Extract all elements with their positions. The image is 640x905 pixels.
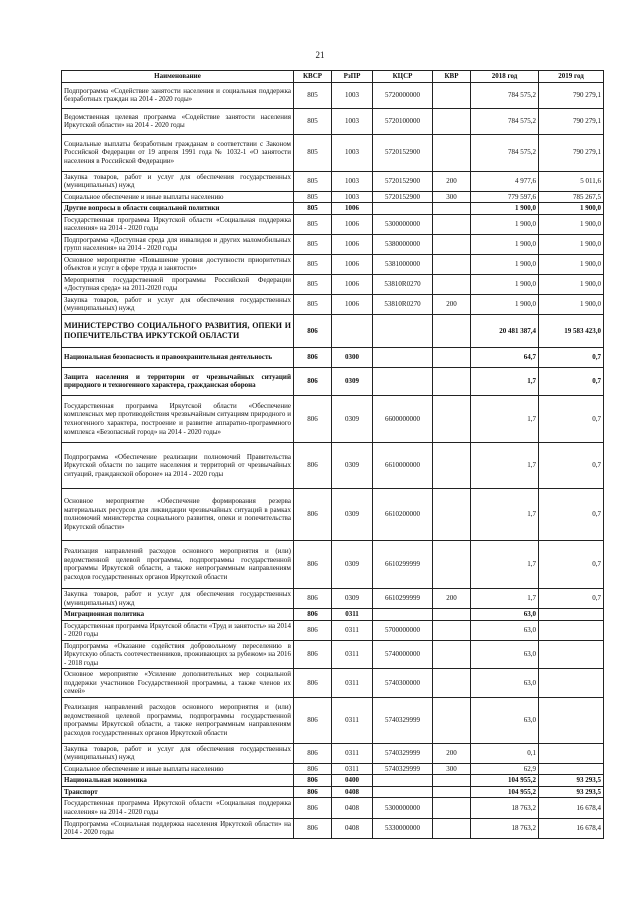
cell-2018: 1 900,0 [471, 234, 539, 254]
cell-2019: 1 900,0 [539, 214, 604, 234]
cell-name: Государственная программа Иркутской области «Труд и занятость» на 2014 - 2020 годы [62, 620, 294, 640]
cell-2018: 1 900,0 [471, 214, 539, 234]
cell-kvr [433, 488, 471, 540]
cell-2018: 1,7 [471, 442, 539, 488]
cell-kvr [433, 314, 471, 347]
cell-kvr: 300 [433, 763, 471, 775]
cell-2019: 19 583 423,0 [539, 314, 604, 347]
cell-2019: 0,7 [539, 588, 604, 608]
header-kvsr: КВСР [294, 71, 332, 83]
cell-2019: 16 678,4 [539, 818, 604, 838]
cell-name: Защита населения и территории от чрезвычайных ситуаций природного и техногенного характера, гражданская оборона [62, 367, 294, 395]
cell-rzpr: 0309 [332, 367, 373, 395]
cell-kvr [433, 798, 471, 818]
cell-kvr [433, 818, 471, 838]
cell-kvr: 200 [433, 171, 471, 191]
table-row [62, 620, 604, 640]
cell-kvsr: 805 [294, 171, 332, 191]
cell-kvr [433, 697, 471, 743]
cell-kvr [433, 214, 471, 234]
cell-2018: 63,0 [471, 697, 539, 743]
table-row [62, 191, 604, 203]
cell-kcsr: 5740329999 [373, 743, 433, 763]
cell-kvsr: 806 [294, 775, 332, 787]
cell-kvsr: 806 [294, 798, 332, 818]
cell-name: Подпрограмма «Доступная среда для инвалидов и других маломобильных групп населения» на 2014 - 2020 годы [62, 234, 294, 254]
cell-kvsr: 806 [294, 588, 332, 608]
cell-kcsr: 5720152900 [373, 191, 433, 203]
cell-kvsr: 806 [294, 609, 332, 621]
cell-rzpr: 0309 [332, 488, 373, 540]
table-row [62, 786, 604, 798]
cell-kcsr [373, 775, 433, 787]
cell-2018: 18 763,2 [471, 798, 539, 818]
cell-kvsr: 806 [294, 367, 332, 395]
cell-rzpr: 0311 [332, 620, 373, 640]
cell-name: Миграционная политика [62, 609, 294, 621]
cell-rzpr: 0408 [332, 786, 373, 798]
cell-name: Государственная программа Иркутской области «Обеспечение комплексных мер противодействия чрезвычайным ситуациям природного и техногенного характера, построение и развитие аппаратно-программного комплекса «Безопасный город» на 2014 - 2020 годы» [62, 395, 294, 442]
cell-2018: 1 900,0 [471, 274, 539, 294]
cell-name: Основное мероприятие «Усиление дополнительных мер социальной поддержки участников Государственной программы, а также членов их семей» [62, 669, 294, 698]
cell-name: Подпрограмма «Социальная поддержка населения Иркутской области» на 2014 - 2020 годы [62, 818, 294, 838]
cell-2019: 1 900,0 [539, 274, 604, 294]
cell-kvr: 300 [433, 191, 471, 203]
table-row [62, 488, 604, 540]
cell-kcsr: 6610299999 [373, 588, 433, 608]
cell-kcsr: 5720100000 [373, 108, 433, 134]
cell-rzpr: 0400 [332, 775, 373, 787]
cell-2019 [539, 697, 604, 743]
cell-rzpr: 0300 [332, 347, 373, 367]
cell-kvr [433, 108, 471, 134]
cell-rzpr: 1006 [332, 203, 373, 215]
cell-2019: 5 011,6 [539, 171, 604, 191]
cell-rzpr: 0309 [332, 395, 373, 442]
cell-2018: 784 575,2 [471, 134, 539, 171]
cell-kvr [433, 254, 471, 274]
cell-kcsr [373, 786, 433, 798]
table-row [62, 203, 604, 215]
cell-kvsr: 806 [294, 314, 332, 347]
cell-2019: 1 900,0 [539, 254, 604, 274]
cell-2019 [539, 609, 604, 621]
cell-kcsr: 5720000000 [373, 82, 433, 108]
cell-2019: 0,7 [539, 442, 604, 488]
cell-kvsr: 806 [294, 763, 332, 775]
cell-kvsr: 805 [294, 234, 332, 254]
cell-kvsr: 805 [294, 214, 332, 234]
cell-2019: 1 900,0 [539, 294, 604, 314]
cell-kvsr: 806 [294, 620, 332, 640]
cell-name: Подпрограмма «Обеспечение реализации полномочий Правительства Иркутской области по защите населения и территорий от чрезвычайных ситуаций, гражданской обороне» на 2014 - 2020 годы [62, 442, 294, 488]
cell-2018: 64,7 [471, 347, 539, 367]
cell-rzpr: 0311 [332, 743, 373, 763]
cell-kvr [433, 775, 471, 787]
cell-2019: 790 279,1 [539, 134, 604, 171]
cell-name: Государственная программа Иркутской области «Социальная поддержка населения» на 2014 - 2020 годы [62, 798, 294, 818]
table-row [62, 214, 604, 234]
cell-kvr [433, 540, 471, 588]
cell-rzpr: 1006 [332, 294, 373, 314]
table-row [62, 314, 604, 347]
cell-kvsr: 806 [294, 488, 332, 540]
cell-kvsr: 806 [294, 697, 332, 743]
cell-name: Социальное обеспечение и иные выплаты населению [62, 763, 294, 775]
cell-kcsr: 5720152900 [373, 134, 433, 171]
cell-kvr: 200 [433, 588, 471, 608]
cell-name: Закупка товаров, работ и услуг для обеспечения государственных (муниципальных) нужд [62, 171, 294, 191]
cell-kvsr: 806 [294, 786, 332, 798]
cell-kcsr: 5740300000 [373, 669, 433, 698]
cell-2018: 1 900,0 [471, 203, 539, 215]
cell-kvr [433, 395, 471, 442]
cell-2019 [539, 763, 604, 775]
table-row [62, 540, 604, 588]
cell-name: Государственная программа Иркутской области «Социальная поддержка населения» на 2014 - 2020 годы [62, 214, 294, 234]
cell-rzpr: 1003 [332, 108, 373, 134]
budget-table [61, 70, 604, 839]
cell-2019: 0,7 [539, 347, 604, 367]
cell-2019: 0,7 [539, 488, 604, 540]
table-row [62, 294, 604, 314]
cell-kvr [433, 367, 471, 395]
cell-kcsr: 5740000000 [373, 640, 433, 669]
cell-2018: 63,0 [471, 640, 539, 669]
cell-2019: 0,7 [539, 540, 604, 588]
header-2018: 2018 год [471, 71, 539, 83]
cell-kcsr: 5740329999 [373, 763, 433, 775]
cell-kcsr: 5330000000 [373, 818, 433, 838]
cell-2018: 63,0 [471, 620, 539, 640]
cell-kcsr: 5740329999 [373, 697, 433, 743]
cell-name: Закупка товаров, работ и услуг для обеспечения государственных (муниципальных) нужд [62, 743, 294, 763]
cell-kvr [433, 609, 471, 621]
cell-rzpr: 1006 [332, 254, 373, 274]
cell-rzpr: 1003 [332, 82, 373, 108]
table-row [62, 234, 604, 254]
cell-kcsr [373, 314, 433, 347]
cell-kvsr: 805 [294, 294, 332, 314]
cell-name: Социальное обеспечение и иные выплаты населению [62, 191, 294, 203]
cell-kcsr: 5380000000 [373, 234, 433, 254]
cell-2018: 784 575,2 [471, 108, 539, 134]
cell-rzpr: 0408 [332, 818, 373, 838]
cell-2019 [539, 743, 604, 763]
cell-name: Реализация направлений расходов основного мероприятия и (или) ведомственной целевой программы, подпрограммы государственной программы Иркутской области, а также непрограммным направлениям расходов государственных органов Иркутской области [62, 540, 294, 588]
cell-kvr [433, 442, 471, 488]
cell-name: Основное мероприятие «Повышение уровня доступности приоритетных объектов и услуг в сфере труда и занятости» [62, 254, 294, 274]
table-row [62, 640, 604, 669]
table-row [62, 171, 604, 191]
cell-kcsr: 5300000000 [373, 798, 433, 818]
cell-kvr [433, 82, 471, 108]
cell-name: Подпрограмма «Содействие занятости населения и социальная поддержка безработных граждан на 2014 - 2020 годы» [62, 82, 294, 108]
cell-kcsr: 6610000000 [373, 442, 433, 488]
table-row [62, 395, 604, 442]
cell-name: Ведомственная целевая программа «Содействие занятости населения Иркутской области» на 2014 - 2020 годы [62, 108, 294, 134]
table-row [62, 669, 604, 698]
cell-kcsr: 5700000000 [373, 620, 433, 640]
table-row [62, 763, 604, 775]
page-number: 21 [315, 50, 325, 60]
cell-2018: 784 575,2 [471, 82, 539, 108]
cell-kvr [433, 274, 471, 294]
cell-kcsr: 5381000000 [373, 254, 433, 274]
cell-name: Реализация направлений расходов основного мероприятия и (или) ведомственной целевой программы, подпрограммы государственной программы Иркутской области, а также непрограммным направлениям расходов государственных органов Иркутской области [62, 697, 294, 743]
cell-kvsr: 805 [294, 203, 332, 215]
header-rzpr: РзПР [332, 71, 373, 83]
cell-kvr [433, 134, 471, 171]
cell-name: Национальная безопасность и правоохранительная деятельность [62, 347, 294, 367]
cell-2018: 104 955,2 [471, 786, 539, 798]
cell-kvsr: 806 [294, 818, 332, 838]
cell-2019: 785 267,5 [539, 191, 604, 203]
cell-rzpr: 0309 [332, 540, 373, 588]
cell-rzpr: 1003 [332, 134, 373, 171]
cell-2019: 16 678,4 [539, 798, 604, 818]
cell-rzpr: 1003 [332, 191, 373, 203]
table-row [62, 609, 604, 621]
table-row [62, 588, 604, 608]
cell-kvsr: 806 [294, 669, 332, 698]
cell-2018: 1,7 [471, 488, 539, 540]
cell-2018: 63,0 [471, 669, 539, 698]
cell-2018: 18 763,2 [471, 818, 539, 838]
cell-2018: 4 977,6 [471, 171, 539, 191]
cell-2018: 62,9 [471, 763, 539, 775]
cell-kvr [433, 786, 471, 798]
header-name: Наименование [62, 71, 294, 83]
cell-rzpr: 1003 [332, 171, 373, 191]
cell-name: Закупка товаров, работ и услуг для обеспечения государственных (муниципальных) нужд [62, 294, 294, 314]
cell-kcsr: 6610299999 [373, 540, 433, 588]
cell-kvr: 200 [433, 743, 471, 763]
cell-2018: 1 900,0 [471, 294, 539, 314]
cell-rzpr: 1006 [332, 274, 373, 294]
cell-2019: 0,7 [539, 395, 604, 442]
cell-rzpr: 0311 [332, 763, 373, 775]
cell-2019: 790 279,1 [539, 82, 604, 108]
cell-rzpr: 0311 [332, 669, 373, 698]
table-row [62, 775, 604, 787]
cell-kcsr [373, 347, 433, 367]
cell-kvsr: 805 [294, 274, 332, 294]
cell-kvsr: 805 [294, 134, 332, 171]
cell-kcsr: 6600000000 [373, 395, 433, 442]
cell-kvsr: 805 [294, 191, 332, 203]
cell-kvsr: 805 [294, 108, 332, 134]
cell-kcsr: 53810R0270 [373, 294, 433, 314]
cell-kvsr: 805 [294, 254, 332, 274]
cell-kcsr: 5720152900 [373, 171, 433, 191]
table-row [62, 347, 604, 367]
table-row [62, 82, 604, 108]
cell-2018: 104 955,2 [471, 775, 539, 787]
table-row [62, 798, 604, 818]
cell-kcsr [373, 609, 433, 621]
cell-rzpr [332, 314, 373, 347]
cell-2018: 1 900,0 [471, 254, 539, 274]
cell-kcsr [373, 203, 433, 215]
table-row [62, 818, 604, 838]
cell-kvsr: 805 [294, 82, 332, 108]
cell-2018: 1,7 [471, 588, 539, 608]
cell-2019: 1 900,0 [539, 234, 604, 254]
table-row [62, 697, 604, 743]
cell-rzpr: 1006 [332, 214, 373, 234]
cell-kvsr: 806 [294, 347, 332, 367]
cell-rzpr: 1006 [332, 234, 373, 254]
cell-kvsr: 806 [294, 442, 332, 488]
header-kcsr: КЦСР [373, 71, 433, 83]
cell-kvsr: 806 [294, 640, 332, 669]
cell-rzpr: 0311 [332, 697, 373, 743]
cell-2019: 790 279,1 [539, 108, 604, 134]
table-row [62, 134, 604, 171]
cell-kvsr: 806 [294, 540, 332, 588]
cell-2019: 93 293,5 [539, 786, 604, 798]
cell-name: Социальные выплаты безработным гражданам в соответствии с Законом Российской Федерации от 19 апреля 1991 года № 1032-1 «О занятости населения в Российской Федерации» [62, 134, 294, 171]
cell-2018: 779 597,6 [471, 191, 539, 203]
cell-2018: 1,7 [471, 540, 539, 588]
cell-name: Мероприятия государственной программы Российской Федерации «Доступная среда» на 2011-2020 годы [62, 274, 294, 294]
cell-rzpr: 0408 [332, 798, 373, 818]
cell-kvr: 200 [433, 294, 471, 314]
cell-kvr [433, 203, 471, 215]
table-row [62, 274, 604, 294]
cell-kvsr: 806 [294, 395, 332, 442]
cell-rzpr: 0309 [332, 442, 373, 488]
cell-2018: 0,1 [471, 743, 539, 763]
cell-kcsr [373, 367, 433, 395]
cell-kcsr: 5300000000 [373, 214, 433, 234]
header-2019: 2019 год [539, 71, 604, 83]
cell-2019 [539, 669, 604, 698]
table-row [62, 367, 604, 395]
header-kvr: КВР [433, 71, 471, 83]
cell-kcsr: 6610200000 [373, 488, 433, 540]
cell-2018: 1,7 [471, 395, 539, 442]
table-row [62, 108, 604, 134]
cell-2019: 1 900,0 [539, 203, 604, 215]
cell-2018: 20 481 387,4 [471, 314, 539, 347]
cell-kcsr: 53810R0270 [373, 274, 433, 294]
cell-name: МИНИСТЕРСТВО СОЦИАЛЬНОГО РАЗВИТИЯ, ОПЕКИ И ПОПЕЧИТЕЛЬСТВА ИРКУТСКОЙ ОБЛАСТИ [62, 314, 294, 347]
cell-name: Национальная экономика [62, 775, 294, 787]
cell-name: Закупка товаров, работ и услуг для обеспечения государственных (муниципальных) нужд [62, 588, 294, 608]
cell-rzpr: 0311 [332, 640, 373, 669]
cell-kvr [433, 347, 471, 367]
cell-name: Транспорт [62, 786, 294, 798]
cell-name: Другие вопросы в области социальной политики [62, 203, 294, 215]
cell-2018: 1,7 [471, 367, 539, 395]
cell-2019 [539, 640, 604, 669]
cell-2019 [539, 620, 604, 640]
cell-rzpr: 0309 [332, 588, 373, 608]
cell-name: Основное мероприятие «Обеспечение формирования резерва материальных ресурсов для ликвидации чрезвычайных ситуаций в рамках полномочий министерства социального развития, опеки и попечительства Иркутской области» [62, 488, 294, 540]
cell-kvr [433, 234, 471, 254]
cell-2019: 93 293,5 [539, 775, 604, 787]
table-row [62, 743, 604, 763]
table-body [62, 82, 604, 838]
table-row [62, 254, 604, 274]
cell-2018: 63,0 [471, 609, 539, 621]
cell-name: Подпрограмма «Оказание содействия добровольному переселению в Иркутскую область соотечественников, проживающих за рубежом» на 2016 - 2018 годы [62, 640, 294, 669]
cell-kvsr: 806 [294, 743, 332, 763]
table-row [62, 442, 604, 488]
cell-2019: 0,7 [539, 367, 604, 395]
cell-rzpr: 0311 [332, 609, 373, 621]
cell-kvr [433, 669, 471, 698]
cell-kvr [433, 640, 471, 669]
table-header-row [62, 71, 604, 83]
cell-kvr [433, 620, 471, 640]
